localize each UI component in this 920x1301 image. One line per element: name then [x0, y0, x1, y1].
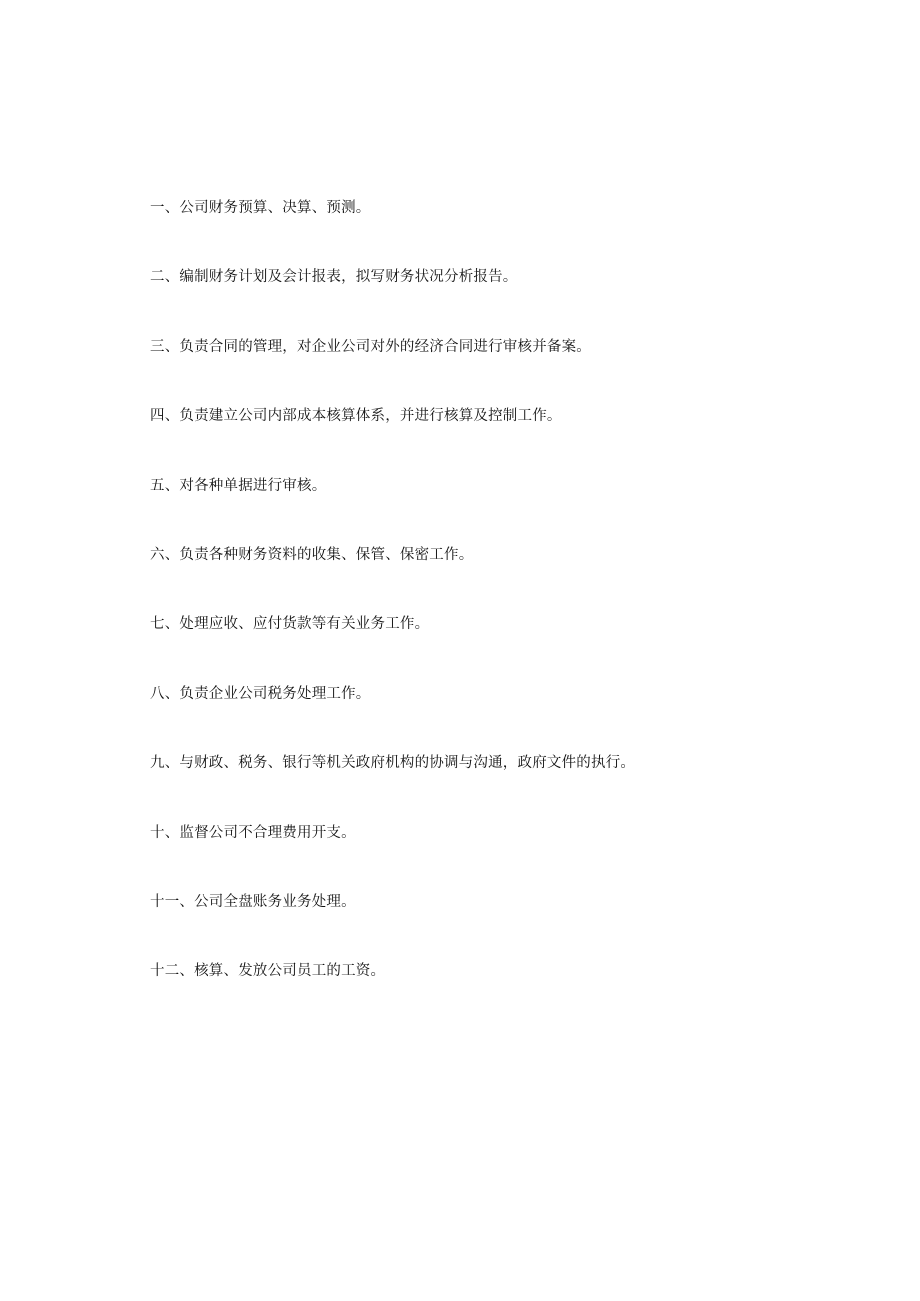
duty-item-9: 九、与财政、税务、银行等机关政府机构的协调与沟通，政府文件的执行。 [150, 755, 636, 772]
duty-item-3: 三、负责合同的管理，对企业公司对外的经济合同进行审核并备案。 [150, 338, 591, 355]
duty-item-5: 五、对各种单据进行审核。 [150, 477, 327, 494]
duty-list [150, 196, 850, 1029]
duty-item-2: 二、编制财务计划及会计报表，拟写财务状况分析报告。 [150, 269, 518, 286]
duty-item-7: 七、处理应收、应付货款等有关业务工作。 [150, 616, 430, 633]
duty-item-1: 一、公司财务预算、决算、预测。 [150, 200, 371, 216]
duty-item-4: 四、负责建立公司内部成本核算体系，并进行核算及控制工作。 [150, 408, 562, 425]
duty-item-11: 十一、公司全盘账务业务处理。 [150, 893, 356, 910]
duty-item-12: 十二、核算、发放公司员工的工资。 [150, 963, 386, 980]
duty-item-8: 八、负责企业公司税务处理工作。 [150, 685, 371, 702]
duty-item-10: 十、监督公司不合理费用开支。 [150, 824, 356, 841]
duty-item-6: 六、负责各种财务资料的收集、保管、保密工作。 [150, 546, 474, 563]
